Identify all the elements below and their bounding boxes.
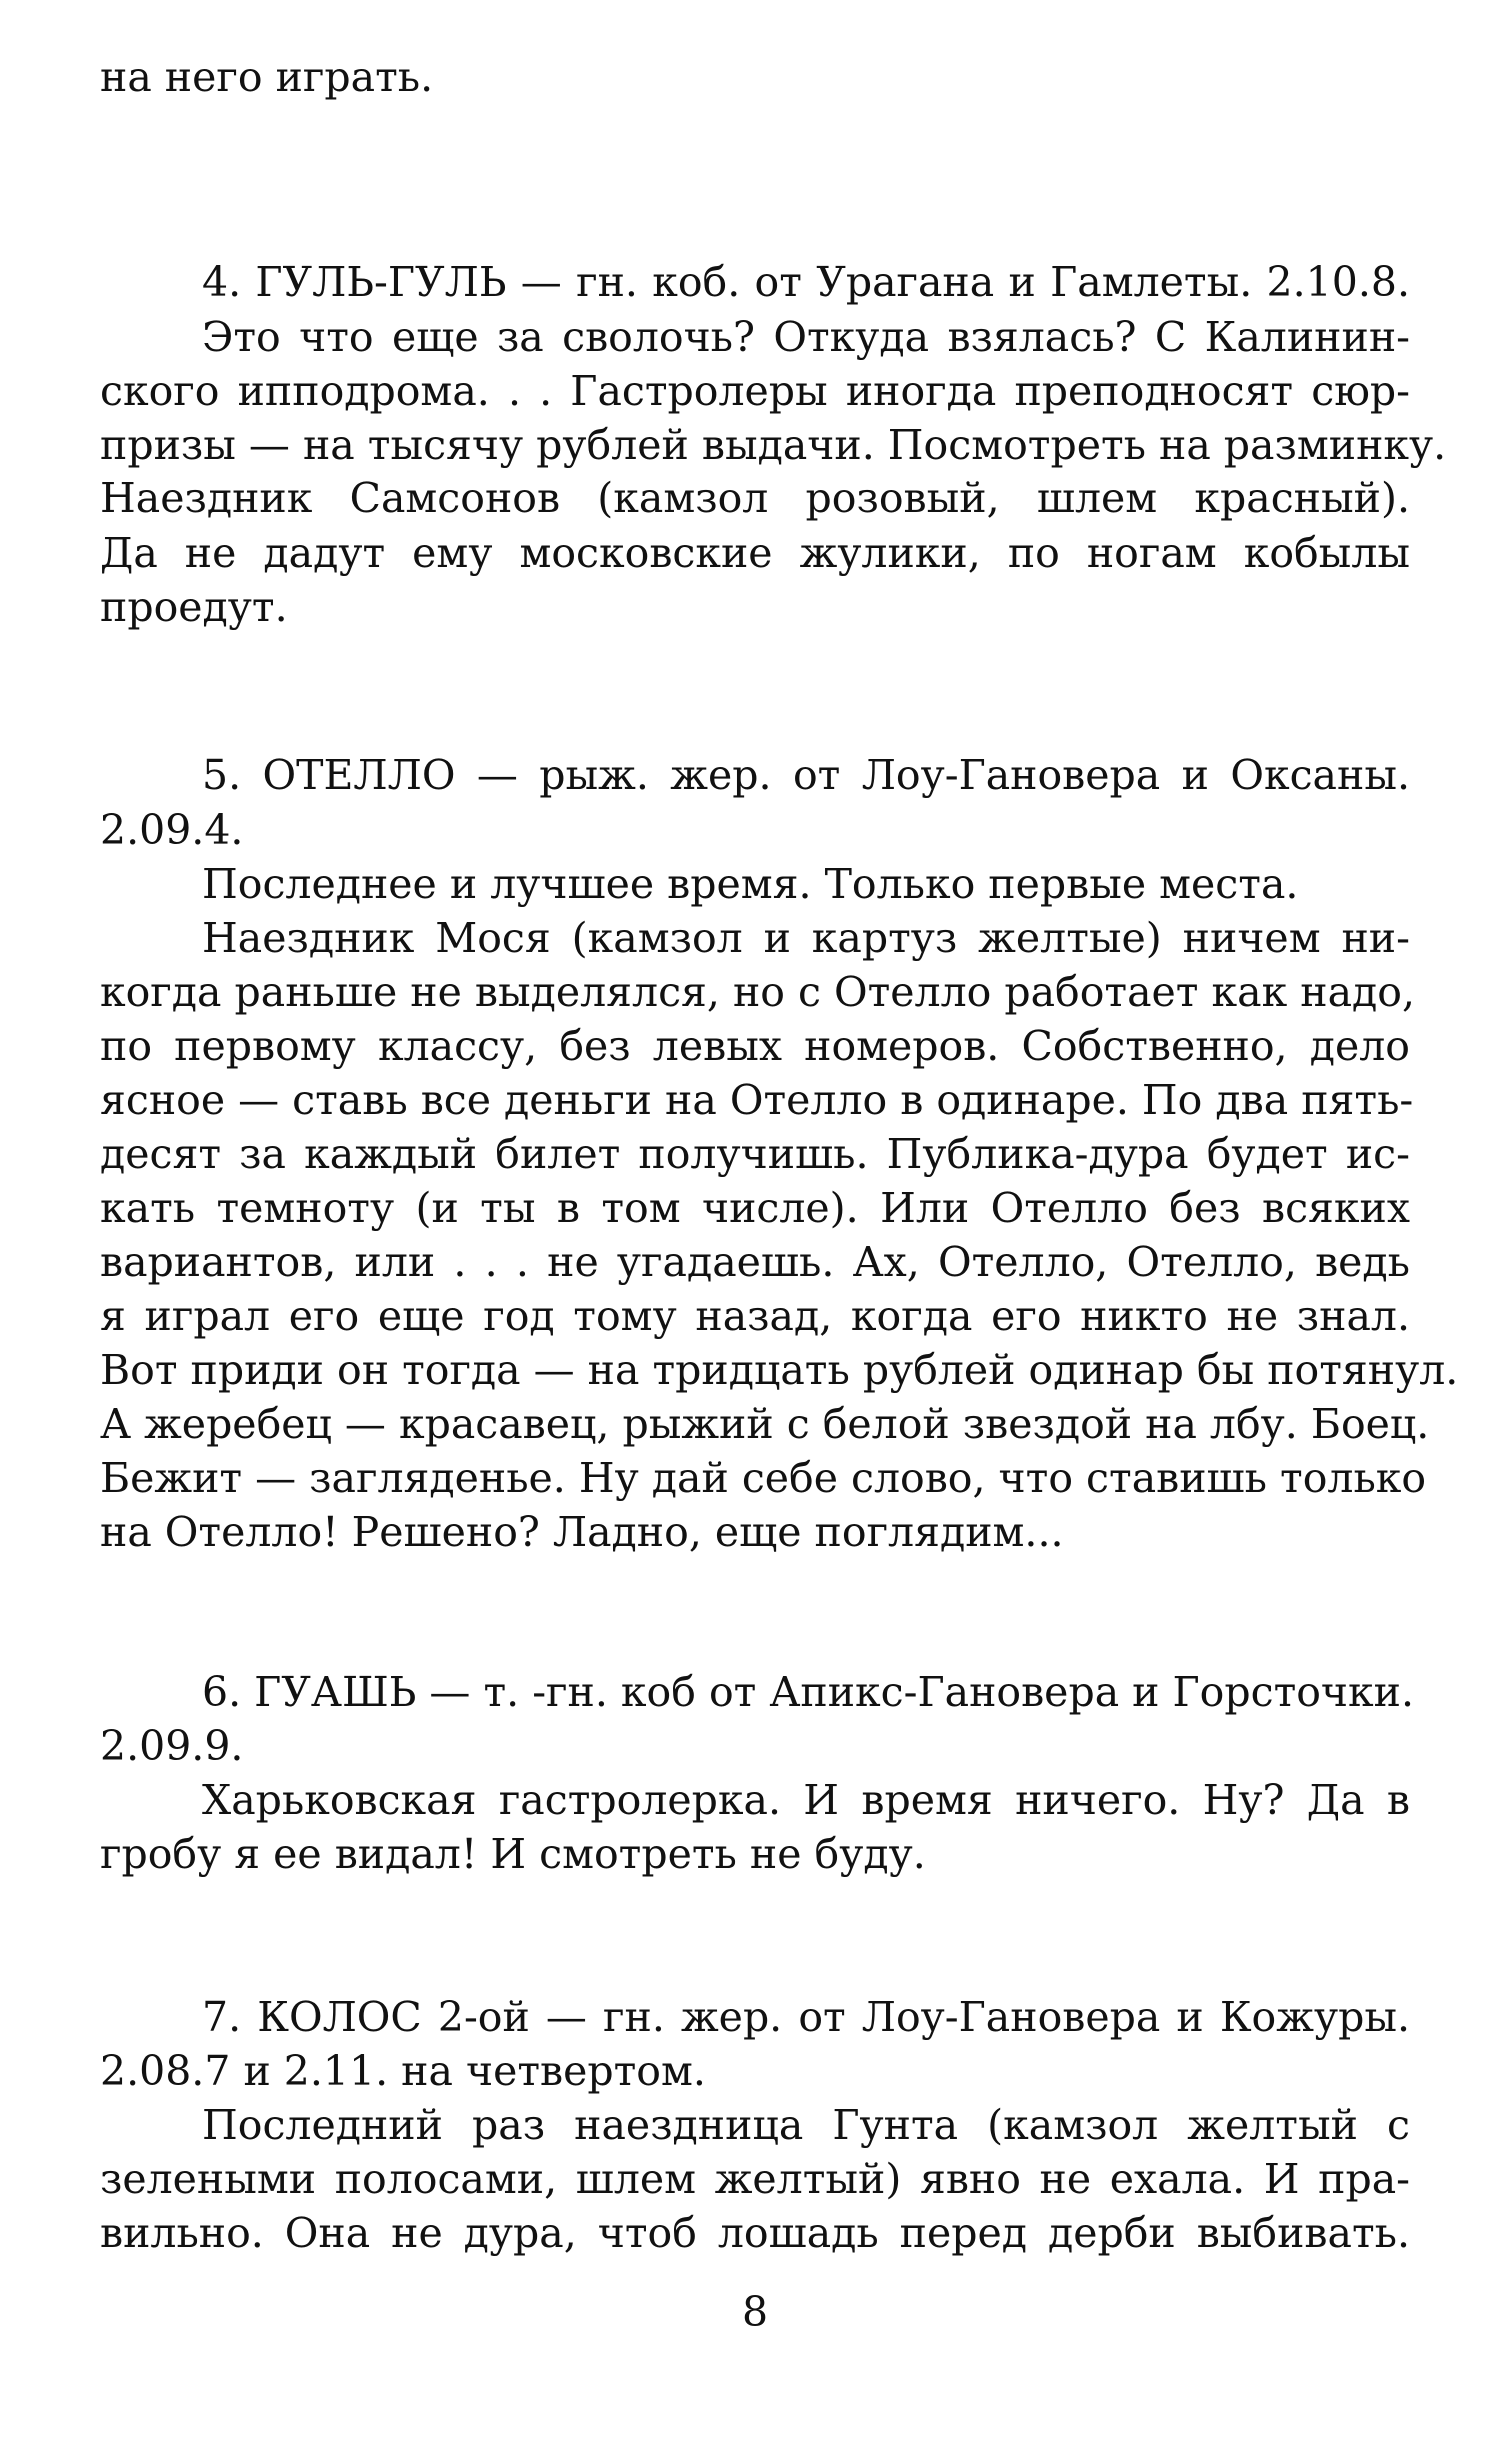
entry-heading-continued: 2.09.4.: [100, 806, 244, 854]
entry-text-line: когда раньше не выделялся, но с Отелло работает как надо,: [100, 968, 1415, 1016]
entry-text-line: Бежит — загляденье. Ну дай себе слово, что ставишь только: [100, 1454, 1427, 1502]
entry-text-line: десят за каждый билет получишь. Публика-дура будет ис-: [100, 1130, 1410, 1178]
entry-text-line: Харьковская гастролерка. И время ничего. Ну? Да в: [202, 1776, 1410, 1824]
entry-heading: 5. ОТЕЛЛО — рыж. жер. от Лоу-Гановера и Оксаны.: [202, 751, 1410, 799]
entry-text-line: Наездник Мося (камзол и картуз желтые) ничем ни-: [202, 914, 1410, 962]
page-number: 8: [741, 2288, 769, 2336]
entry-text-line: Да не дадут ему московские жулики, по ногам кобылы: [100, 529, 1410, 577]
entry-text-line: Наездник Самсонов (камзол розовый, шлем красный).: [100, 474, 1410, 522]
entry-text-line: по первому классу, без левых номеров. Собственно, дело: [100, 1022, 1410, 1070]
entry-text-line: проедут.: [100, 583, 288, 631]
entry-text-line: призы — на тысячу рублей выдачи. Посмотреть на разминку.: [100, 421, 1447, 469]
entry-heading: 4. ГУЛЬ-ГУЛЬ — гн. коб. от Урагана и Гамлеты. 2.10.8.: [202, 258, 1410, 306]
entry-text-line: Последнее и лучшее время. Только первые места.: [202, 860, 1299, 908]
entry-text-line: Вот приди он тогда — на тридцать рублей одинар бы потянул.: [100, 1346, 1459, 1394]
entry-text-line: гробу я ее видал! И смотреть не буду.: [100, 1830, 926, 1878]
entry-text-line: я играл его еще год тому назад, когда его никто не знал.: [100, 1292, 1410, 1340]
entry-text-line: зелеными полосами, шлем желтый) явно не ехала. И пра-: [100, 2155, 1410, 2203]
entry-text-line: ясное — ставь все деньги на Отелло в одинаре. По два пять-: [100, 1076, 1414, 1124]
entry-heading-continued: 2.08.7 и 2.11. на четвертом.: [100, 2047, 706, 2095]
entry-text-line: ского ипподрома. . . Гастролеры иногда преподносят сюр-: [100, 367, 1410, 415]
intro-line: на него играть.: [100, 53, 434, 101]
entry-text-line: А жеребец — красавец, рыжий с белой звездой на лбу. Боец.: [100, 1400, 1430, 1448]
entry-text-line: вильно. Она не дура, чтоб лошадь перед дерби выбивать.: [100, 2209, 1410, 2257]
entry-text-line: кать темноту (и ты в том числе). Или Отелло без всяких: [100, 1184, 1410, 1232]
entry-text-line: Это что еще за сволочь? Откуда взялась? С Калинин-: [202, 313, 1410, 361]
entry-text-line: на Отелло! Решено? Ладно, еще поглядим...: [100, 1508, 1064, 1556]
entry-text-line: вариантов, или . . . не угадаешь. Ах, Отелло, Отелло, ведь: [100, 1238, 1410, 1286]
entry-heading: 7. КОЛОС 2-ой — гн. жер. от Лоу-Гановера и Кожуры.: [202, 1993, 1410, 2041]
entry-text-line: Последний раз наездница Гунта (камзол желтый с: [202, 2101, 1410, 2149]
book-page: [100, 0, 1459, 2448]
entry-heading: 6. ГУАШЬ — т. -гн. коб от Апикс-Гановера и Горсточки.: [202, 1668, 1415, 1716]
entry-heading-continued: 2.09.9.: [100, 1722, 244, 1770]
